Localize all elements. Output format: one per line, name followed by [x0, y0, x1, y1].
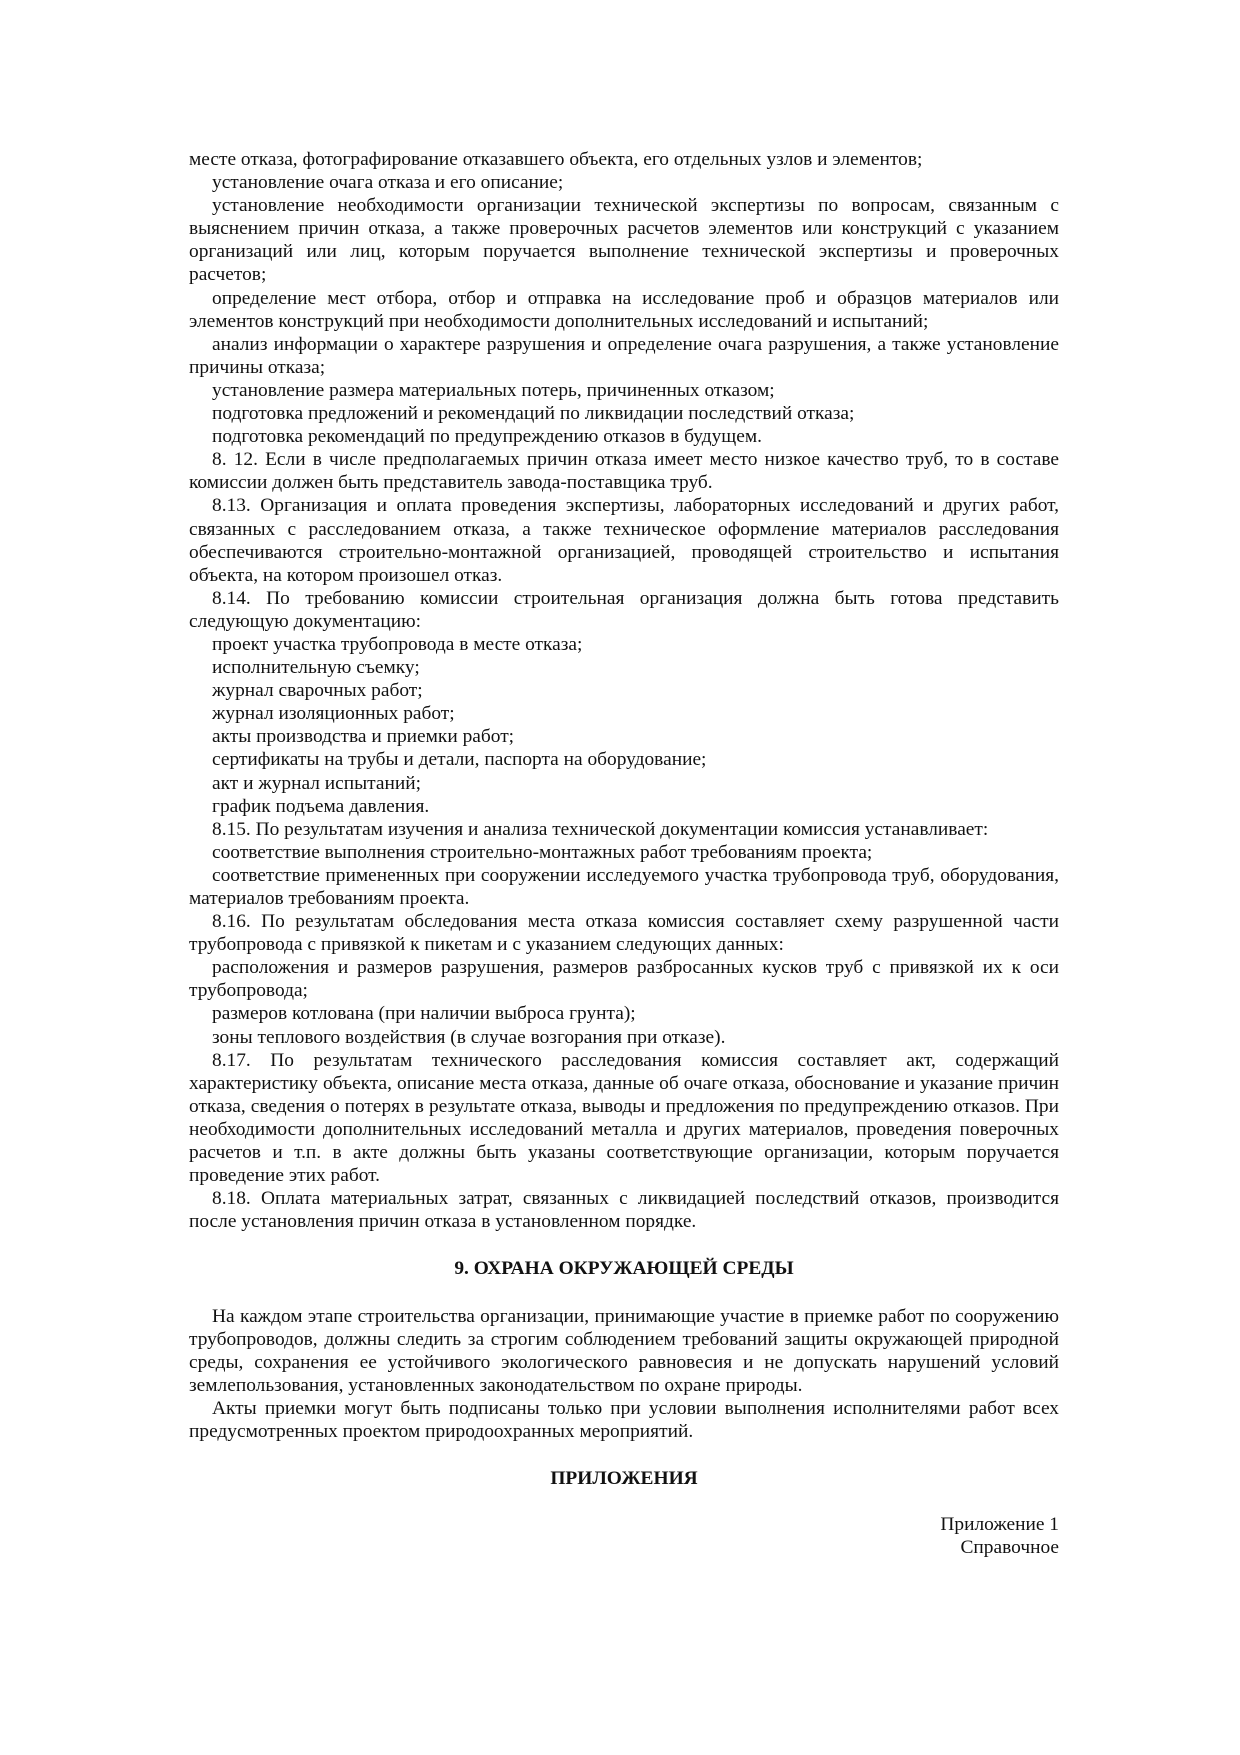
section-heading-environment: 9. ОХРАНА ОКРУЖАЮЩЕЙ СРЕДЫ [454, 1258, 794, 1280]
paragraph: зоны теплового воздействия (в случае возгорания при отказе). [212, 1026, 726, 1048]
appendix-label: Приложение 1 [940, 1514, 1059, 1536]
paragraph: 8.16. По результатам обследования места отказа комиссия составляет схему разрушенной части трубопровода с привязкой к пикетам и с указанием следующих данных: [189, 911, 1059, 956]
paragraph: подготовка предложений и рекомендаций по ликвидации последствий отказа; [212, 403, 855, 425]
paragraph: расположения и размеров разрушения, размеров разбросанных кусков труб с привязкой их к оси трубопровода; [189, 957, 1059, 1002]
paragraph: анализ информации о характере разрушения и определение очага разрушения, а также установление причины отказа; [189, 333, 1059, 378]
section-environment-body [189, 1305, 1059, 1444]
list-item: исполнительную съемку; [212, 657, 420, 679]
paragraph: 8. 12. Если в числе предполагаемых причин отказа имеет место низкое качество труб, то в составе комиссии должен быть представитель завода-поставщика труб. [189, 449, 1059, 494]
appendix-type: Справочное [960, 1537, 1059, 1559]
paragraph: месте отказа, фотографирование отказавшего объекта, его отдельных узлов и элементов; [189, 149, 923, 170]
paragraph: Акты приемки могут быть подписаны только при условии выполнения исполнителями работ всех предусмотренных проектом природоохранных мероприятий. [189, 1397, 1059, 1442]
list-item: сертификаты на трубы и детали, паспорта на оборудование; [212, 749, 707, 771]
paragraph: соответствие выполнения строительно-монтажных работ требованиям проекта; [212, 841, 873, 863]
list-item: журнал изоляционных работ; [212, 703, 455, 725]
paragraph: подготовка рекомендаций по предупреждению отказов в будущем. [212, 426, 762, 448]
paragraph: На каждом этапе строительства организации, принимающие участие в приемке работ по сооружению трубопроводов, должны следить за строгим соблюдением требований защиты окружающей природной среды, сохранения ее устойчивого экологического равновесия и не допускать нарушений условий землепользования, установленных законодательством по охране природы. [189, 1305, 1059, 1396]
paragraph: установление очага отказа и его описание; [212, 172, 564, 194]
section-heading-appendices: ПРИЛОЖЕНИЯ [550, 1468, 698, 1490]
paragraph: размеров котлована (при наличии выброса грунта); [212, 1003, 636, 1025]
paragraph: определение мест отбора, отбор и отправка на исследование проб и образцов материалов или элементов конструкций при необходимости дополнительных исследований и испытаний; [189, 287, 1059, 332]
paragraph: 8.18. Оплата материальных затрат, связанных с ликвидацией последствий отказов, производится после установления причин отказа в установленном порядке. [189, 1188, 1059, 1233]
document-page [189, 148, 1059, 1559]
paragraph: 8.15. По результатам изучения и анализа технической документации комиссия устанавливает: [212, 818, 989, 840]
list-item: акты производства и приемки работ; [212, 726, 515, 748]
body-text-top [189, 148, 1059, 1233]
paragraph: установление размера материальных потерь, причиненных отказом; [212, 379, 775, 401]
paragraph: 8.13. Организация и оплата проведения экспертизы, лабораторных исследований и других работ, связанных с расследованием отказа, а также техническое оформление материалов расследования обеспечиваются строительно-монтажной организацией, проводящей строительство и испытания объекта, на котором произошел отказ. [189, 495, 1059, 586]
paragraph: соответствие примененных при сооружении исследуемого участка трубопровода труб, оборудования, материалов требованиям проекта. [189, 864, 1059, 909]
paragraph: установление необходимости организации технической экспертизы по вопросам, связанным с выяснением причин отказа, а также проверочных расчетов элементов или конструкций с указанием организаций или лиц, которым поручается выполнение технической экспертизы и проверочных расчетов; [189, 195, 1059, 286]
list-item: проект участка трубопровода в месте отказа; [212, 633, 583, 655]
list-item: акт и журнал испытаний; [212, 772, 422, 794]
paragraph: 8.14. По требованию комиссии строительная организация должна быть готова представить следующую документацию: [189, 587, 1059, 632]
list-item: график подъема давления. [212, 795, 430, 817]
paragraph: 8.17. По результатам технического расследования комиссия составляет акт, содержащий характеристику объекта, описание места отказа, данные об очаге отказа, обоснование и указание причин отказа, сведения о потерях в результате отказа, выводы и предложения по предупреждению отказов. При необходимости дополнительных исследований металла и других материалов, проведения поверочных расчетов и т.п. в акте должны быть указаны соответствующие организации, которым поручается проведение этих работ. [189, 1049, 1059, 1187]
list-item: журнал сварочных работ; [212, 680, 423, 702]
